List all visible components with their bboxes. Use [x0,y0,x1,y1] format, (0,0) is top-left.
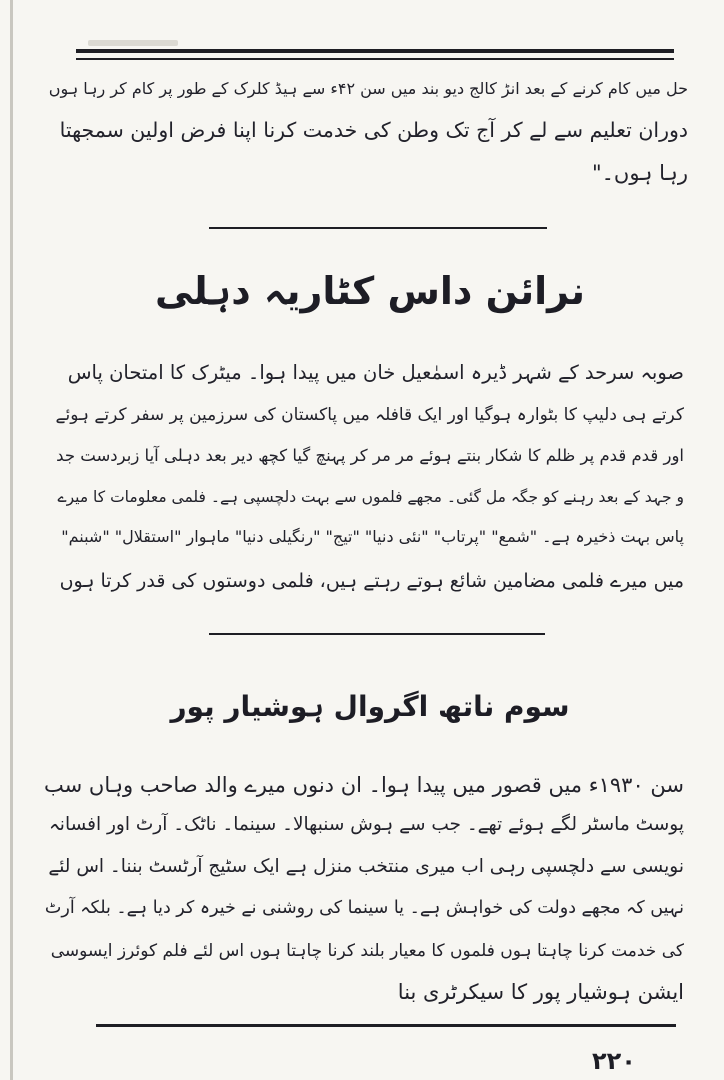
section-1-heading: نرائن داس کٹاریہ دہلی [154,269,586,313]
section-1-line-5: پاس بہت ذخیرہ ہے۔ "شمع" "پرتاب" "نئی دنیا" "تیج" "رنگیلی دنیا" ماہوار "استقلال" "شبنم" [61,527,684,546]
section-1-line-3: اور قدم قدم پر ظلم کا شکار بنتے ہوئے مر مر کر پہنچ گیا کچھ دیر بعد دہلی آیا زبردست جد [56,446,684,465]
section-2-line-2: پوسٹ ماسٹر لگے ہوئے تھے۔ جب سے ہوش سنبھالا۔ سینما۔ ناٹک۔ آرٹ اور افسانہ [48,814,684,835]
section-2-line-1: سن ۱۹۳۰ء میں قصور میں پیدا ہوا۔ ان دنوں میرے والد صاحب وہاں سب [44,773,684,797]
top-paragraph-line-3: رہا ہوں۔" [591,161,688,185]
bottom-rule [96,1024,676,1027]
page-number: ۲۲۰ [592,1047,636,1075]
section-1-line-6: میں میرے فلمی مضامین شائع ہوتے رہتے ہیں، فلمی دوستوں کی قدر کرتا ہوں [59,570,684,592]
print-smudge [88,40,178,46]
top-paragraph-line-1: حل میں کام کرنے کے بعد انڑ کالج دیو بند میں سن ۴۲ء سے ہیڈ کلرک کے طور پر کام کر رہا ہوں [48,79,688,98]
section-1-line-2: کرتے ہی دلیپ کا بٹوارہ ہوگیا اور ایک قافلہ میں پاکستان کی سرزمین پر سفر کرتے ہوئے [55,405,684,425]
top-rule-thin [76,58,674,60]
section-divider-1 [209,227,547,229]
section-divider-2 [209,633,545,635]
section-1-line-1: صوبہ سرحد کے شہر ڈیرہ اسمٰعیل خان میں پیدا ہوا۔ میٹرک کا امتحان پاس [67,361,684,384]
section-2-line-5: کی خدمت کرنا چاہتا ہوں فلموں کا معیار بلند کرنا چاہتا ہوں اس لئے فلم کوئرز ایسوسی [50,941,684,961]
section-1-line-4: و جہد کے بعد رہنے کو جگہ مل گئی۔ مجھے فلموں سے بہت دلچسپی ہے۔ فلمی معلومات کا میرے [57,488,684,506]
section-2-line-3: نویسی سے دلچسپی رہی اب میری منتخب منزل ہے ایک سٹیج آرٹسٹ بننا۔ اس لئے [48,856,684,877]
page-spine-edge [10,0,13,1080]
section-2-line-6: ایشن ہوشیار پور کا سیکرٹری بنا [397,980,684,1004]
section-2-heading: سوم ناتھ اگروال ہوشیار پور [170,690,570,723]
top-paragraph-line-2: دوران تعلیم سے لے کر آج تک وطن کی خدمت کرنا اپنا فرض اولین سمجھتا [59,118,688,142]
top-rule [76,49,674,53]
section-2-line-4: نہیں کہ مجھے دولت کی خواہش ہے۔ یا سینما کی روشنی نے خیرہ کر دیا ہے۔ بلکہ آرٹ [44,898,684,918]
